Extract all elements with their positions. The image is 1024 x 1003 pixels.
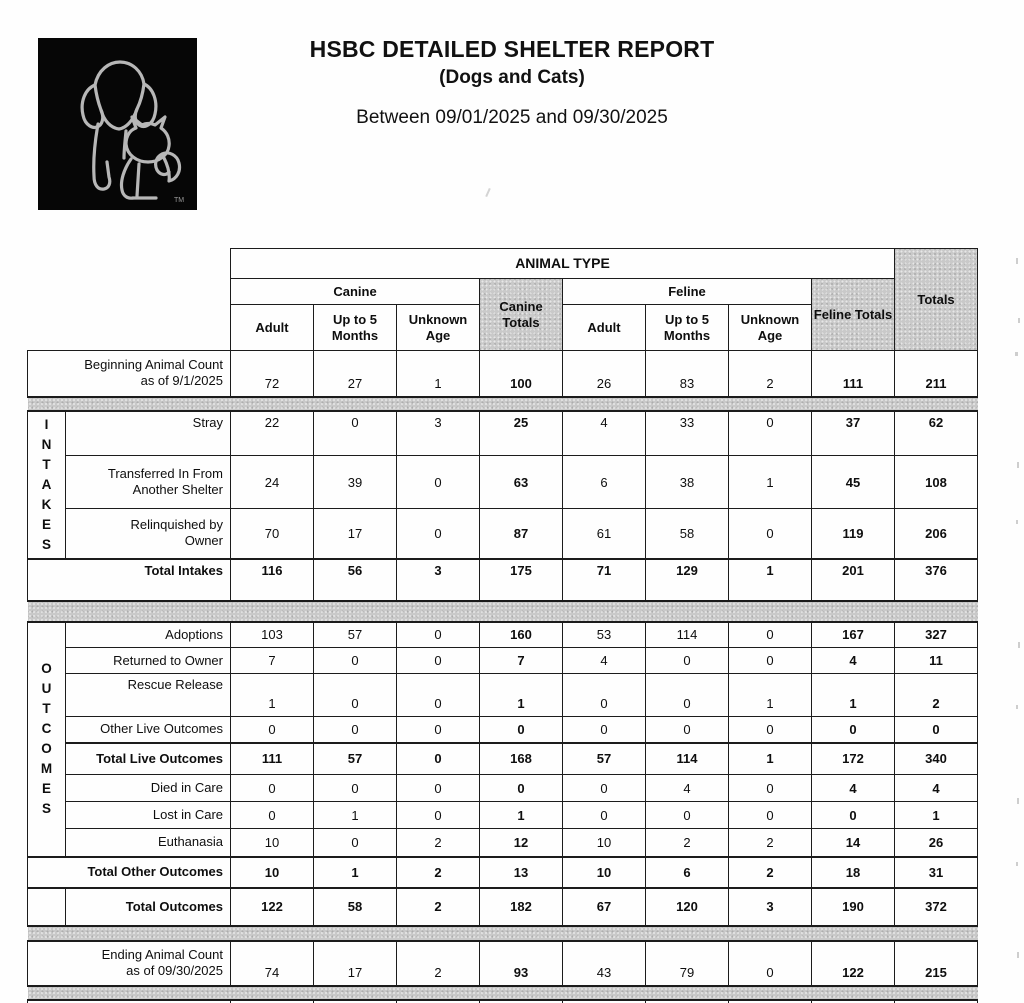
value-cell: 0 — [812, 802, 895, 829]
row-transferred — [28, 456, 978, 509]
row-died — [28, 775, 978, 802]
value-cell: 4 — [895, 775, 978, 802]
value-cell: 122 — [812, 941, 895, 986]
value-cell: 0 — [729, 775, 812, 802]
value-cell: 1 — [480, 674, 563, 717]
value-cell: 1 — [729, 743, 812, 775]
value-cell: 0 — [729, 622, 812, 648]
value-cell: 0 — [646, 802, 729, 829]
value-cell — [646, 1000, 729, 1003]
value-cell — [729, 1000, 812, 1003]
row-cutoff — [28, 1000, 978, 1003]
header-row-species — [28, 279, 978, 305]
value-cell: 0 — [397, 743, 480, 775]
value-cell: 37 — [812, 411, 895, 456]
header-spacer — [28, 279, 231, 305]
value-cell: 17 — [314, 509, 397, 559]
value-cell: 0 — [397, 775, 480, 802]
value-cell: 2 — [646, 829, 729, 857]
value-cell: 2 — [895, 674, 978, 717]
value-cell: 211 — [895, 351, 978, 397]
value-cell: 79 — [646, 941, 729, 986]
row-total_live — [28, 743, 978, 775]
row-label: Rescue Release — [66, 674, 231, 717]
row-label: Total Intakes — [28, 559, 231, 601]
value-cell: 58 — [646, 509, 729, 559]
row-returned — [28, 648, 978, 674]
value-cell — [231, 1000, 314, 1003]
row-label: Total Other Outcomes — [28, 857, 231, 888]
header-spacer — [28, 305, 231, 351]
value-cell: 57 — [563, 743, 646, 775]
row-label: Euthanasia — [66, 829, 231, 857]
value-cell: 22 — [231, 411, 314, 456]
value-cell: 7 — [231, 648, 314, 674]
value-cell: 0 — [397, 648, 480, 674]
value-cell: 27 — [314, 351, 397, 397]
value-cell: 0 — [729, 648, 812, 674]
row-ending — [28, 941, 978, 986]
value-cell: 0 — [729, 717, 812, 743]
value-cell: 0 — [563, 802, 646, 829]
scan-artifact — [1016, 520, 1018, 524]
row-sep1 — [28, 397, 978, 411]
value-cell: 108 — [895, 456, 978, 509]
row-lost — [28, 802, 978, 829]
value-cell: 26 — [563, 351, 646, 397]
value-cell: 122 — [231, 888, 314, 926]
value-cell: 0 — [646, 674, 729, 717]
value-cell: 1 — [314, 802, 397, 829]
row-label — [28, 1000, 231, 1003]
value-cell: 0 — [563, 775, 646, 802]
row-sep4 — [28, 986, 978, 1000]
value-cell: 4 — [812, 648, 895, 674]
value-cell — [397, 1000, 480, 1003]
value-cell: 43 — [563, 941, 646, 986]
row-sep2 — [28, 601, 978, 622]
feline-group-header: Feline — [563, 279, 812, 305]
value-cell: 0 — [729, 941, 812, 986]
value-cell: 11 — [895, 648, 978, 674]
value-cell — [314, 1000, 397, 1003]
row-beginning — [28, 351, 978, 397]
value-cell: 93 — [480, 941, 563, 986]
scan-artifact — [485, 188, 490, 197]
scan-artifact — [1017, 462, 1019, 468]
row-adoptions — [28, 622, 978, 648]
row-label: Adoptions — [66, 622, 231, 648]
value-cell — [563, 1000, 646, 1003]
value-cell: 114 — [646, 743, 729, 775]
value-cell: 1 — [812, 674, 895, 717]
value-cell: 0 — [397, 456, 480, 509]
value-cell: 1 — [729, 674, 812, 717]
value-cell: 116 — [231, 559, 314, 601]
scan-artifact — [1017, 952, 1019, 958]
row-label: Total Live Outcomes — [66, 743, 231, 775]
value-cell — [480, 1000, 563, 1003]
value-cell: 1 — [729, 559, 812, 601]
value-cell: 0 — [231, 775, 314, 802]
value-cell: 160 — [480, 622, 563, 648]
row-label: Beginning Animal Count as of 9/1/2025 — [28, 351, 231, 397]
value-cell: 0 — [480, 775, 563, 802]
value-cell: 0 — [397, 622, 480, 648]
scan-artifact — [1015, 352, 1018, 356]
value-cell: 4 — [646, 775, 729, 802]
feline-totals-header: Feline Totals — [812, 279, 895, 351]
grand-totals-header: Totals — [895, 249, 978, 351]
report-subtitle: (Dogs and Cats) — [439, 67, 585, 88]
value-cell: 327 — [895, 622, 978, 648]
value-cell: 0 — [314, 775, 397, 802]
section-separator — [28, 601, 978, 622]
report-date-range: Between 09/01/2025 and 09/30/2025 — [356, 107, 668, 128]
row-label: Total Outcomes — [66, 888, 231, 926]
value-cell: 63 — [480, 456, 563, 509]
value-cell: 2 — [729, 829, 812, 857]
value-cell: 0 — [729, 411, 812, 456]
scan-artifact — [1017, 798, 1019, 804]
logo-trademark: TM — [174, 197, 185, 204]
canine-adult-header: Adult — [231, 305, 314, 351]
value-cell: 100 — [480, 351, 563, 397]
feline-unknown-header: Unknown Age — [729, 305, 812, 351]
value-cell: 111 — [812, 351, 895, 397]
value-cell: 0 — [646, 717, 729, 743]
row-other_live — [28, 717, 978, 743]
row-sep3 — [28, 926, 978, 941]
scan-artifact — [1016, 862, 1018, 866]
row-total_intakes — [28, 559, 978, 601]
report-table-body — [28, 351, 978, 1003]
row-rescue — [28, 674, 978, 717]
value-cell: 175 — [480, 559, 563, 601]
value-cell: 4 — [563, 648, 646, 674]
value-cell: 0 — [314, 674, 397, 717]
value-cell: 172 — [812, 743, 895, 775]
canine-unknown-header: Unknown Age — [397, 305, 480, 351]
value-cell: 1 — [895, 802, 978, 829]
value-cell: 87 — [480, 509, 563, 559]
value-cell: 1 — [397, 351, 480, 397]
outcomes-vertical-label: O U T C O M E S — [28, 622, 66, 857]
value-cell: 31 — [895, 857, 978, 888]
value-cell: 62 — [895, 411, 978, 456]
scan-artifact — [1018, 318, 1020, 323]
value-cell: 0 — [397, 802, 480, 829]
value-cell: 45 — [812, 456, 895, 509]
value-cell: 38 — [646, 456, 729, 509]
feline-young-header: Up to 5 Months — [646, 305, 729, 351]
intakes-vertical-label: I N T A K E S — [28, 411, 66, 559]
value-cell: 0 — [563, 674, 646, 717]
value-cell: 119 — [812, 509, 895, 559]
value-cell: 14 — [812, 829, 895, 857]
row-total_outcomes — [28, 888, 978, 926]
value-cell: 3 — [397, 411, 480, 456]
value-cell: 26 — [895, 829, 978, 857]
value-cell: 1 — [314, 857, 397, 888]
scan-artifact — [1016, 258, 1018, 264]
value-cell: 39 — [314, 456, 397, 509]
value-cell: 0 — [563, 717, 646, 743]
value-cell: 57 — [314, 743, 397, 775]
value-cell: 201 — [812, 559, 895, 601]
report-header — [200, 36, 824, 129]
value-cell: 120 — [646, 888, 729, 926]
value-cell: 0 — [729, 802, 812, 829]
value-cell: 0 — [314, 829, 397, 857]
value-cell: 2 — [397, 941, 480, 986]
canine-group-header: Canine — [231, 279, 480, 305]
row-label: Died in Care — [66, 775, 231, 802]
row-label: Other Live Outcomes — [66, 717, 231, 743]
value-cell: 2 — [729, 857, 812, 888]
value-cell: 7 — [480, 648, 563, 674]
value-cell: 0 — [397, 717, 480, 743]
value-cell: 114 — [646, 622, 729, 648]
value-cell: 2 — [729, 351, 812, 397]
row-label: Transferred In From Another Shelter — [66, 456, 231, 509]
value-cell: 3 — [397, 559, 480, 601]
value-cell: 56 — [314, 559, 397, 601]
value-cell: 70 — [231, 509, 314, 559]
value-cell: 17 — [314, 941, 397, 986]
dog-cat-logo-icon — [38, 38, 197, 210]
report-title: HSBC DETAILED SHELTER REPORT — [309, 36, 715, 62]
value-cell: 4 — [563, 411, 646, 456]
canine-totals-header: Canine Totals — [480, 279, 563, 351]
row-relinquished — [28, 509, 978, 559]
section-separator — [28, 397, 978, 411]
value-cell: 6 — [646, 857, 729, 888]
value-cell: 0 — [231, 717, 314, 743]
value-cell: 1 — [480, 802, 563, 829]
scan-artifact — [1016, 705, 1018, 709]
value-cell: 376 — [895, 559, 978, 601]
value-cell: 4 — [812, 775, 895, 802]
section-separator — [28, 926, 978, 941]
value-cell: 167 — [812, 622, 895, 648]
row-label: Lost in Care — [66, 802, 231, 829]
section-separator — [28, 986, 978, 1000]
value-cell: 18 — [812, 857, 895, 888]
value-cell: 2 — [397, 857, 480, 888]
shelter-report-table — [27, 248, 978, 1003]
value-cell: 111 — [231, 743, 314, 775]
value-cell: 67 — [563, 888, 646, 926]
value-cell: 1 — [231, 674, 314, 717]
value-cell: 0 — [729, 509, 812, 559]
row-total_other — [28, 857, 978, 888]
value-cell: 6 — [563, 456, 646, 509]
value-cell: 10 — [231, 857, 314, 888]
value-cell: 168 — [480, 743, 563, 775]
value-cell: 72 — [231, 351, 314, 397]
value-cell — [895, 1000, 978, 1003]
value-cell: 0 — [231, 802, 314, 829]
header-spacer — [28, 249, 231, 279]
value-cell: 74 — [231, 941, 314, 986]
row-euthanasia — [28, 829, 978, 857]
value-cell: 12 — [480, 829, 563, 857]
value-cell: 61 — [563, 509, 646, 559]
value-cell: 215 — [895, 941, 978, 986]
empty-cell — [28, 888, 66, 926]
header-row-animal-type — [28, 249, 978, 279]
value-cell: 190 — [812, 888, 895, 926]
scan-artifact — [1018, 642, 1020, 648]
value-cell: 0 — [895, 717, 978, 743]
value-cell: 10 — [231, 829, 314, 857]
value-cell: 0 — [397, 509, 480, 559]
value-cell: 53 — [563, 622, 646, 648]
value-cell: 0 — [397, 674, 480, 717]
value-cell: 13 — [480, 857, 563, 888]
value-cell: 10 — [563, 829, 646, 857]
row-stray — [28, 411, 978, 456]
value-cell: 24 — [231, 456, 314, 509]
value-cell: 33 — [646, 411, 729, 456]
value-cell: 0 — [314, 717, 397, 743]
value-cell: 0 — [812, 717, 895, 743]
row-label: Returned to Owner — [66, 648, 231, 674]
value-cell: 340 — [895, 743, 978, 775]
value-cell: 0 — [646, 648, 729, 674]
value-cell: 0 — [314, 411, 397, 456]
animal-type-header: ANIMAL TYPE — [231, 249, 895, 279]
row-label: Ending Animal Count as of 09/30/2025 — [28, 941, 231, 986]
value-cell: 2 — [397, 888, 480, 926]
canine-young-header: Up to 5 Months — [314, 305, 397, 351]
value-cell — [812, 1000, 895, 1003]
row-label: Relinquished by Owner — [66, 509, 231, 559]
value-cell: 2 — [397, 829, 480, 857]
value-cell: 3 — [729, 888, 812, 926]
value-cell: 1 — [729, 456, 812, 509]
value-cell: 103 — [231, 622, 314, 648]
value-cell: 0 — [314, 648, 397, 674]
value-cell: 71 — [563, 559, 646, 601]
feline-adult-header: Adult — [563, 305, 646, 351]
value-cell: 57 — [314, 622, 397, 648]
value-cell: 129 — [646, 559, 729, 601]
value-cell: 182 — [480, 888, 563, 926]
row-label: Stray — [66, 411, 231, 456]
value-cell: 206 — [895, 509, 978, 559]
value-cell: 83 — [646, 351, 729, 397]
value-cell: 25 — [480, 411, 563, 456]
shelter-logo — [38, 38, 197, 210]
value-cell: 58 — [314, 888, 397, 926]
value-cell: 372 — [895, 888, 978, 926]
value-cell: 0 — [480, 717, 563, 743]
value-cell: 10 — [563, 857, 646, 888]
